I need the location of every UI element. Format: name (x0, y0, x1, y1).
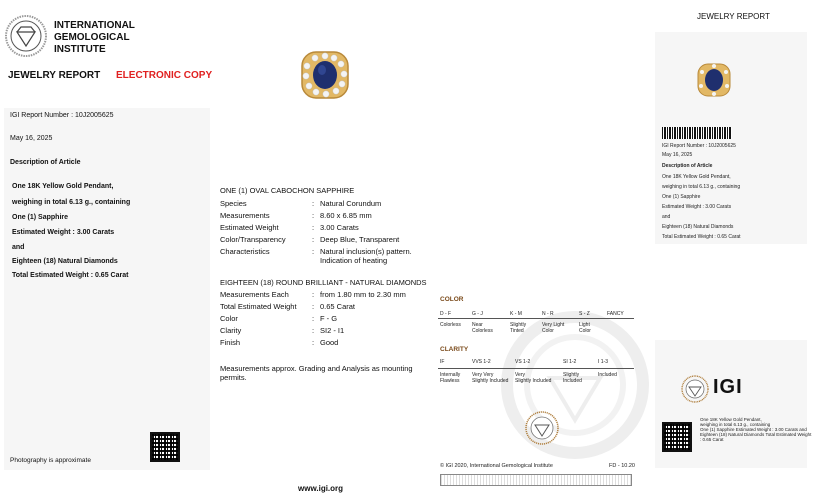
igi-seal-logo (4, 14, 48, 58)
spec-value: from 1.80 mm to 2.30 mm (320, 290, 406, 299)
clarity-grade: IF (440, 359, 445, 365)
color-desc: Very Light (542, 322, 565, 328)
spec-value: Natural Corundum (320, 199, 382, 208)
clarity-desc: Slightly Included (472, 378, 509, 384)
spec-label: Total Estimated Weight (220, 302, 297, 311)
spec-value: SI2 - I1 (320, 326, 345, 335)
spec-value: Good (320, 338, 339, 347)
report-date-right: May 16, 2025 (662, 152, 693, 158)
mini-description: One 18K Yellow Gold Pendant, (700, 417, 762, 422)
spec-row: Measurements Each : from 1.80 mm to 2.30 mm (220, 290, 406, 299)
sapphire-heading: ONE (1) OVAL CABOCHON SAPPHIRE (220, 186, 355, 195)
pendant-photo (296, 46, 354, 104)
color-grade: K - M (510, 311, 522, 317)
clarity-scale-line (438, 368, 634, 369)
spec-label: Finish (220, 338, 241, 347)
report-number: IGI Report Number : 10J2005625 (10, 112, 114, 119)
description-line-right: Eighteen (18) Natural Diamonds (662, 224, 734, 230)
color-desc: Color (579, 328, 591, 334)
color-scale-line (438, 318, 634, 319)
pendant-thumbnail (694, 62, 734, 98)
spec-label: Characteristics (220, 247, 270, 256)
color-desc: Slightly (510, 322, 527, 328)
spec-label: Estimated Weight (220, 223, 279, 232)
spec-row: Total Estimated Weight : 0.65 Carat (220, 302, 356, 311)
spec-value: 0.65 Carat (320, 302, 356, 311)
security-strip (440, 474, 632, 486)
diamonds-heading: EIGHTEEN (18) ROUND BRILLIANT - NATURAL DIAMONDS (220, 278, 427, 287)
qr-code-left[interactable] (150, 432, 180, 462)
igi-logo-icon (680, 374, 710, 404)
spec-row: Species : Natural Corundum (220, 199, 382, 208)
measurement-note: Measurements approx. Grading and Analysis as mounting (220, 364, 413, 373)
mini-description: One (1) Sapphire Estimated Weight : 3.00 Carats and (700, 427, 807, 432)
description-line: and (12, 244, 25, 251)
spec-row: Color : F - G (220, 314, 338, 323)
color-desc: Color (542, 328, 554, 334)
color-grade: FANCY (607, 311, 624, 317)
org-line-2: GEMOLOGICAL (54, 32, 130, 43)
clarity-grade: SI 1-2 (563, 359, 577, 365)
spec-label: Species (220, 199, 247, 208)
description-line-right: Estimated Weight : 3.00 Carats (662, 204, 732, 210)
spec-row: Measurements : 8.60 x 6.85 mm (220, 211, 372, 220)
description-heading-right: Description of Article (662, 163, 713, 169)
color-desc: Colorless (472, 328, 493, 334)
spec-value: F - G (320, 314, 338, 323)
org-line-1: INTERNATIONAL (54, 20, 135, 31)
spec-row: Finish : Good (220, 338, 339, 347)
color-scale-heading: COLOR (440, 296, 464, 303)
spec-value: 3.00 Carats (320, 223, 359, 232)
color-grade: S - Z (579, 311, 590, 317)
description-line-right: One (1) Sapphire (662, 194, 701, 200)
measurement-note: permits. (220, 373, 247, 382)
mini-description: weighing in total 6.13 g., containing (700, 422, 771, 427)
mini-description: Eighteen (18) Natural Diamonds Total Estimated Weight (700, 432, 812, 437)
spec-value: Natural inclusion(s) pattern. (320, 247, 412, 256)
report-title-right: JEWELRY REPORT (697, 12, 770, 21)
spec-label: Color/Transparency (220, 235, 286, 244)
org-line-3: INSTITUTE (54, 44, 106, 55)
description-line: Estimated Weight : 3.00 Carats (12, 229, 115, 236)
clarity-desc: Internally (440, 372, 461, 378)
spec-row: Characteristics : Natural inclusion(s) pattern. (220, 247, 412, 256)
mini-description: : 0.65 Carat (700, 437, 724, 442)
spec-label: Measurements Each (220, 290, 289, 299)
clarity-scale-heading: CLARITY (440, 346, 469, 353)
photo-note: Photography is approximate (10, 457, 91, 464)
description-line: One (1) Sapphire (12, 214, 69, 221)
igi-logo-text: IGI (713, 376, 743, 398)
description-line: Total Estimated Weight : 0.65 Carat (12, 272, 129, 279)
report-title: JEWELRY REPORT (8, 70, 101, 81)
color-grade: D - F (440, 311, 452, 317)
spec-row: Clarity : SI2 - I1 (220, 326, 345, 335)
color-desc: Light (579, 322, 590, 328)
spec-value-continued: Indication of heating (320, 256, 388, 265)
spec-value: Deep Blue, Transparent (320, 235, 400, 244)
color-desc: Near (472, 322, 483, 328)
description-line-right: and (662, 214, 671, 220)
description-line-right: One 18K Yellow Gold Pendant, (662, 174, 731, 180)
color-grade: G - J (472, 311, 483, 317)
spec-label: Color (220, 314, 238, 323)
report-date: May 16, 2025 (10, 135, 53, 142)
color-grade: N - R (542, 311, 554, 317)
spec-label: Clarity (220, 326, 242, 335)
clarity-desc: Included (598, 372, 617, 378)
clarity-grade: I 1-3 (598, 359, 609, 365)
form-code: FD - 10.20 (609, 463, 635, 469)
website-link[interactable]: www.igi.org (298, 484, 344, 493)
qr-code-right[interactable] (662, 422, 692, 452)
clarity-desc: Very Very (472, 372, 494, 378)
clarity-grade: VS 1-2 (515, 359, 531, 365)
description-line: One 18K Yellow Gold Pendant, (12, 183, 114, 190)
color-desc: Tinted (510, 328, 524, 334)
description-heading: Description of Article (10, 159, 81, 166)
spec-label: Measurements (220, 211, 270, 220)
description-line: Eighteen (18) Natural Diamonds (12, 258, 118, 265)
electronic-copy-label: ELECTRONIC COPY (116, 70, 213, 81)
clarity-desc: Slightly Included (515, 378, 552, 384)
clarity-grade: VVS 1-2 (472, 359, 491, 365)
spec-row: Estimated Weight : 3.00 Carats (220, 223, 359, 232)
report-number-right: IGI Report Number : 10J2005625 (662, 143, 736, 149)
description-line-right: Total Estimated Weight : 0.65 Carat (662, 234, 741, 240)
spec-value: 8.60 x 6.85 mm (320, 211, 372, 220)
clarity-desc: Included (563, 378, 582, 384)
clarity-desc: Very (515, 372, 526, 378)
color-desc: Colorless (440, 322, 461, 328)
org-name (54, 20, 135, 56)
spec-row: Color/Transparency : Deep Blue, Transparent (220, 235, 400, 244)
description-line: weighing in total 6.13 g., containing (12, 199, 131, 206)
barcode (662, 127, 732, 139)
copyright: © IGI 2020, International Gemological Institute (440, 463, 553, 469)
clarity-desc: Flawless (440, 378, 460, 384)
igi-seal-small (524, 410, 560, 446)
description-line-right: weighing in total 6.13 g., containing (662, 184, 741, 190)
clarity-desc: Slightly (563, 372, 580, 378)
